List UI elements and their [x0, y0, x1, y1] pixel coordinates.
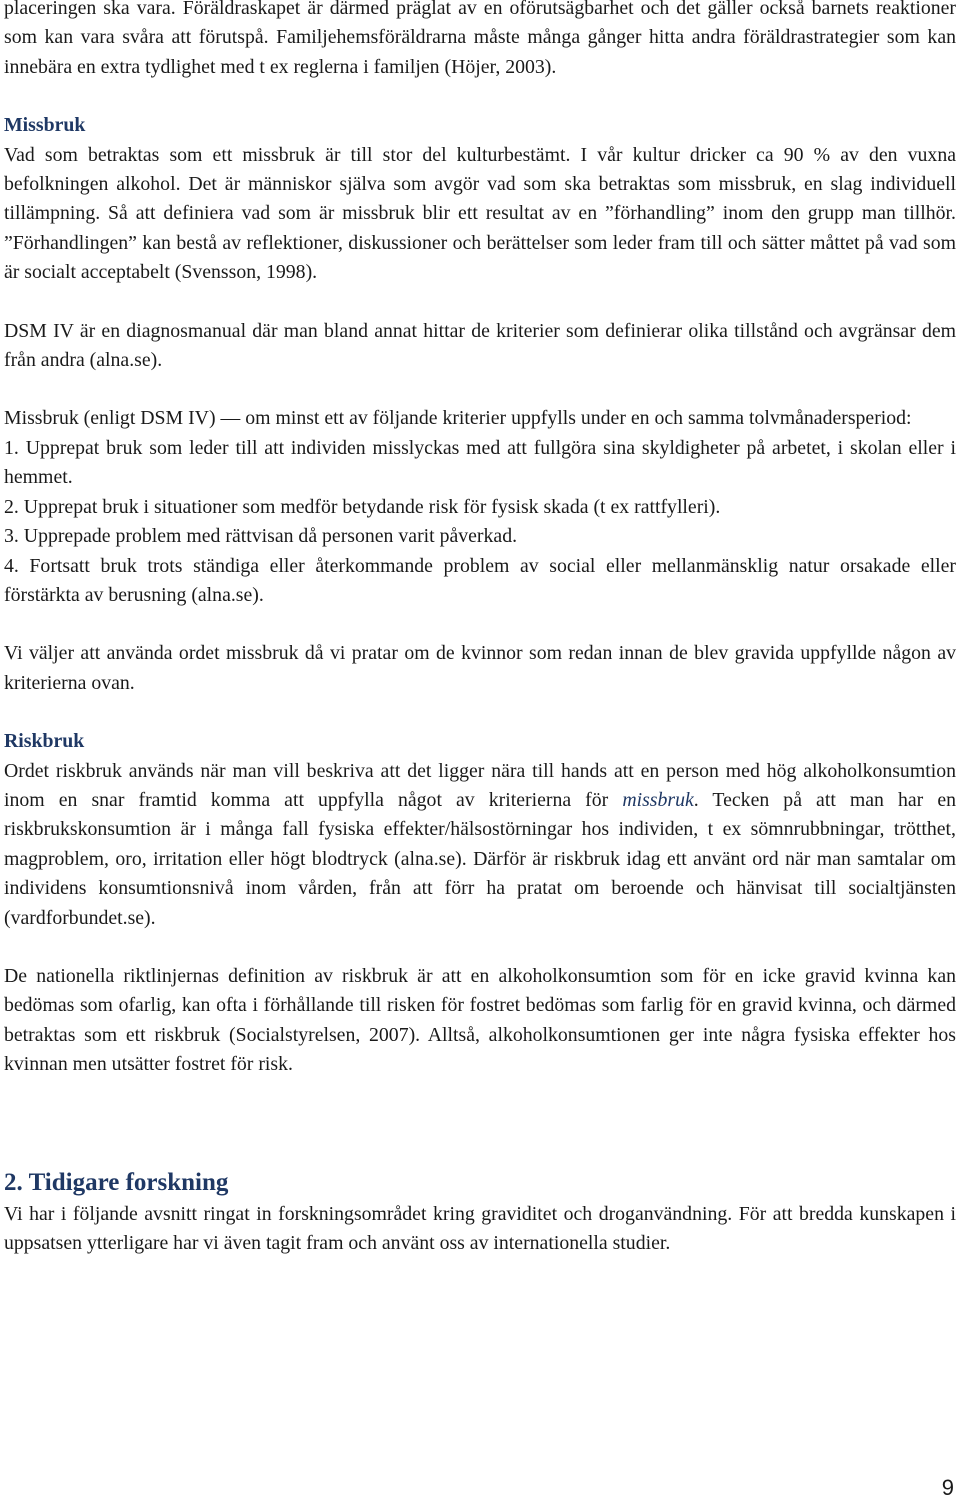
riskbruk-heading: Riskbruk [4, 730, 85, 753]
criteria-item: 3. Upprepade problem med rättvisan då personen varit påverkad. [4, 525, 518, 548]
missbruk-paragraph-1: Vad som betraktas som ett missbruk är till stor del kulturbestämt. I vår kultur dricker ca 90 % av den vuxna befolkningen alkohol. Det är människor själva som avgör vad som ska betraktas som missbruk, en slag individuell tillämpning. Så att definiera vad som är missbruk blir ett resultat av en ”förhandling” inom den grupp man tillhör. ”Förhandlingen” kan bestå av reflektioner, diskussioner och berättelser som leder fram till och sätter måttet på vad som är socialt acceptabelt (Svensson, 1998). [4, 143, 956, 284]
riskbruk-text-before: Ordet riskbruk används när man vill beskriva att det ligger nära till hands att en person med hög alkoholkonsumtion inom en snar framtid komma att uppfylla något av kriterierna för [4, 759, 956, 811]
section-title-text: Tidigare forskning [28, 1168, 229, 1196]
riskbruk-emphasis: missbruk [622, 788, 694, 811]
missbruk-paragraph-3: Missbruk (enligt DSM IV) — om minst ett av följande kriterier uppfylls under en och samma tolvmånadersperiod: [4, 407, 912, 430]
missbruk-paragraph-4: Vi väljer att använda ordet missbruk då vi pratar om de kvinnor som redan innan de blev gravida uppfyllde någon av kriterierna ovan. [4, 642, 956, 694]
section-number: 2. [4, 1168, 23, 1196]
missbruk-paragraph-2: DSM IV är en diagnosmanual där man bland annat hittar de kriterier som definierar olika tillstånd och avgränsar dem från andra (alna.se). [4, 319, 956, 372]
riskbruk-paragraph-2: De nationella riktlinjernas definition av riskbruk är att en alkoholkonsumtion som för en icke gravid kvinna kan bedömas som ofarlig, kan ofta i förhållande till risken för fostret bedömas som farlig för en gravid kvinna, och därmed betraktas som ett riskbruk (Socialstyrelsen, 2007). Alltså, alkoholkonsumtionen ger inte några fysiska effekter hos kvinnan men utsätter fostret för risk. [4, 964, 956, 1076]
criteria-item: 2. Upprepat bruk i situationer som medför betydande risk för fysisk skada (t ex rattfylleri). [4, 495, 721, 518]
intro-paragraph: placeringen ska vara. Föräldraskapet är därmed präglat av en oförutsägbarhet och det gäller också barnets reaktioner som kan vara svåra att förutspå. Familjehemsföräldrarna måste många gånger hitta andra föräldrastrategier som kan innebära en extra tydlighet med t ex reglerna i familjen (Höjer, 2003). [4, 0, 956, 78]
riskbruk-paragraph-1 [4, 757, 956, 933]
document-body [4, 0, 956, 1258]
criteria-list [4, 434, 956, 610]
criteria-item: 4. Fortsatt bruk trots ständiga eller återkommande problem av social eller mellanmänsklig natur orsakade eller förstärkta av berusning (alna.se). [4, 554, 956, 606]
missbruk-heading: Missbruk [4, 114, 86, 137]
section-2-title [4, 1166, 956, 1200]
page-number: 9 [941, 1475, 954, 1500]
riskbruk-text-after: . Tecken på att man har en riskbrukskonsumtion är i många fall fysiska effekter/hälsostörningar hos individen, t ex sömnrubbningar, trötthet, magproblem, oro, irritation eller högt blodtryck (alna.se). Därför är riskbruk idag ett använt ord när man samtalar om individens konsumtionsnivå inom vården, från att förr ha pratat om beroende och hänvisat till socialtjänsten (vardforbundet.se). [4, 788, 956, 929]
section-2-paragraph: Vi har i följande avsnitt ringat in forskningsområdet kring graviditet och droganvändning. För att bredda kunskapen i uppsatsen ytterligare har vi även tagit fram och använt oss av internationella studier. [4, 1202, 956, 1254]
criteria-item: 1. Upprepat bruk som leder till att individen misslyckas med att fullgöra sina skyldigheter på arbetet, i skolan eller i hemmet. [4, 436, 956, 489]
